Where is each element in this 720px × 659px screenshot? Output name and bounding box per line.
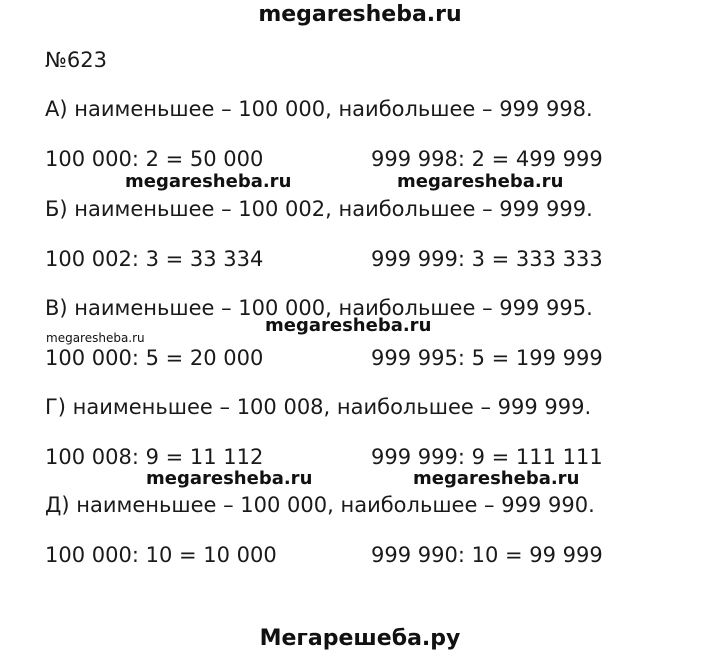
item-d-equation-right: 999 990: 10 = 99 999 <box>371 543 603 567</box>
item-d-equation-left: 100 000: 10 = 10 000 <box>45 543 277 567</box>
site-footer-watermark: Мегарешеба.ру <box>259 626 461 651</box>
item-a-equation-left: 100 000: 2 = 50 000 <box>45 147 264 171</box>
site-header-watermark: megaresheba.ru <box>258 2 462 27</box>
watermark-small: megaresheba.ru <box>46 331 145 345</box>
item-v-statement: В) наименьшее – 100 000, наибольшее – 999 995. <box>45 296 593 320</box>
item-g-equation-left: 100 008: 9 = 11 112 <box>45 445 264 469</box>
watermark-5: megaresheba.ru <box>413 468 580 489</box>
item-v-equation-right: 999 995: 5 = 199 999 <box>371 346 603 370</box>
watermark-1: megaresheba.ru <box>125 171 292 192</box>
item-g-statement: Г) наименьшее – 100 008, наибольшее – 999 999. <box>45 395 592 419</box>
item-d-statement: Д) наименьшее – 100 000, наибольшее – 999 990. <box>45 493 595 517</box>
item-a-equation-right: 999 998: 2 = 499 999 <box>371 147 603 171</box>
problem-number: №623 <box>45 48 107 72</box>
item-a-statement: А) наименьшее – 100 000, наибольшее – 999 998. <box>45 97 593 121</box>
watermark-3: megaresheba.ru <box>265 315 432 336</box>
item-b-equation-left: 100 002: 3 = 33 334 <box>45 247 264 271</box>
item-g-equation-right: 999 999: 9 = 111 111 <box>371 445 603 469</box>
watermark-2: megaresheba.ru <box>397 171 564 192</box>
item-b-statement: Б) наименьшее – 100 002, наибольшее – 999 999. <box>45 197 593 221</box>
item-v-equation-left: 100 000: 5 = 20 000 <box>45 346 264 370</box>
watermark-4: megaresheba.ru <box>146 468 313 489</box>
item-b-equation-right: 999 999: 3 = 333 333 <box>371 247 603 271</box>
